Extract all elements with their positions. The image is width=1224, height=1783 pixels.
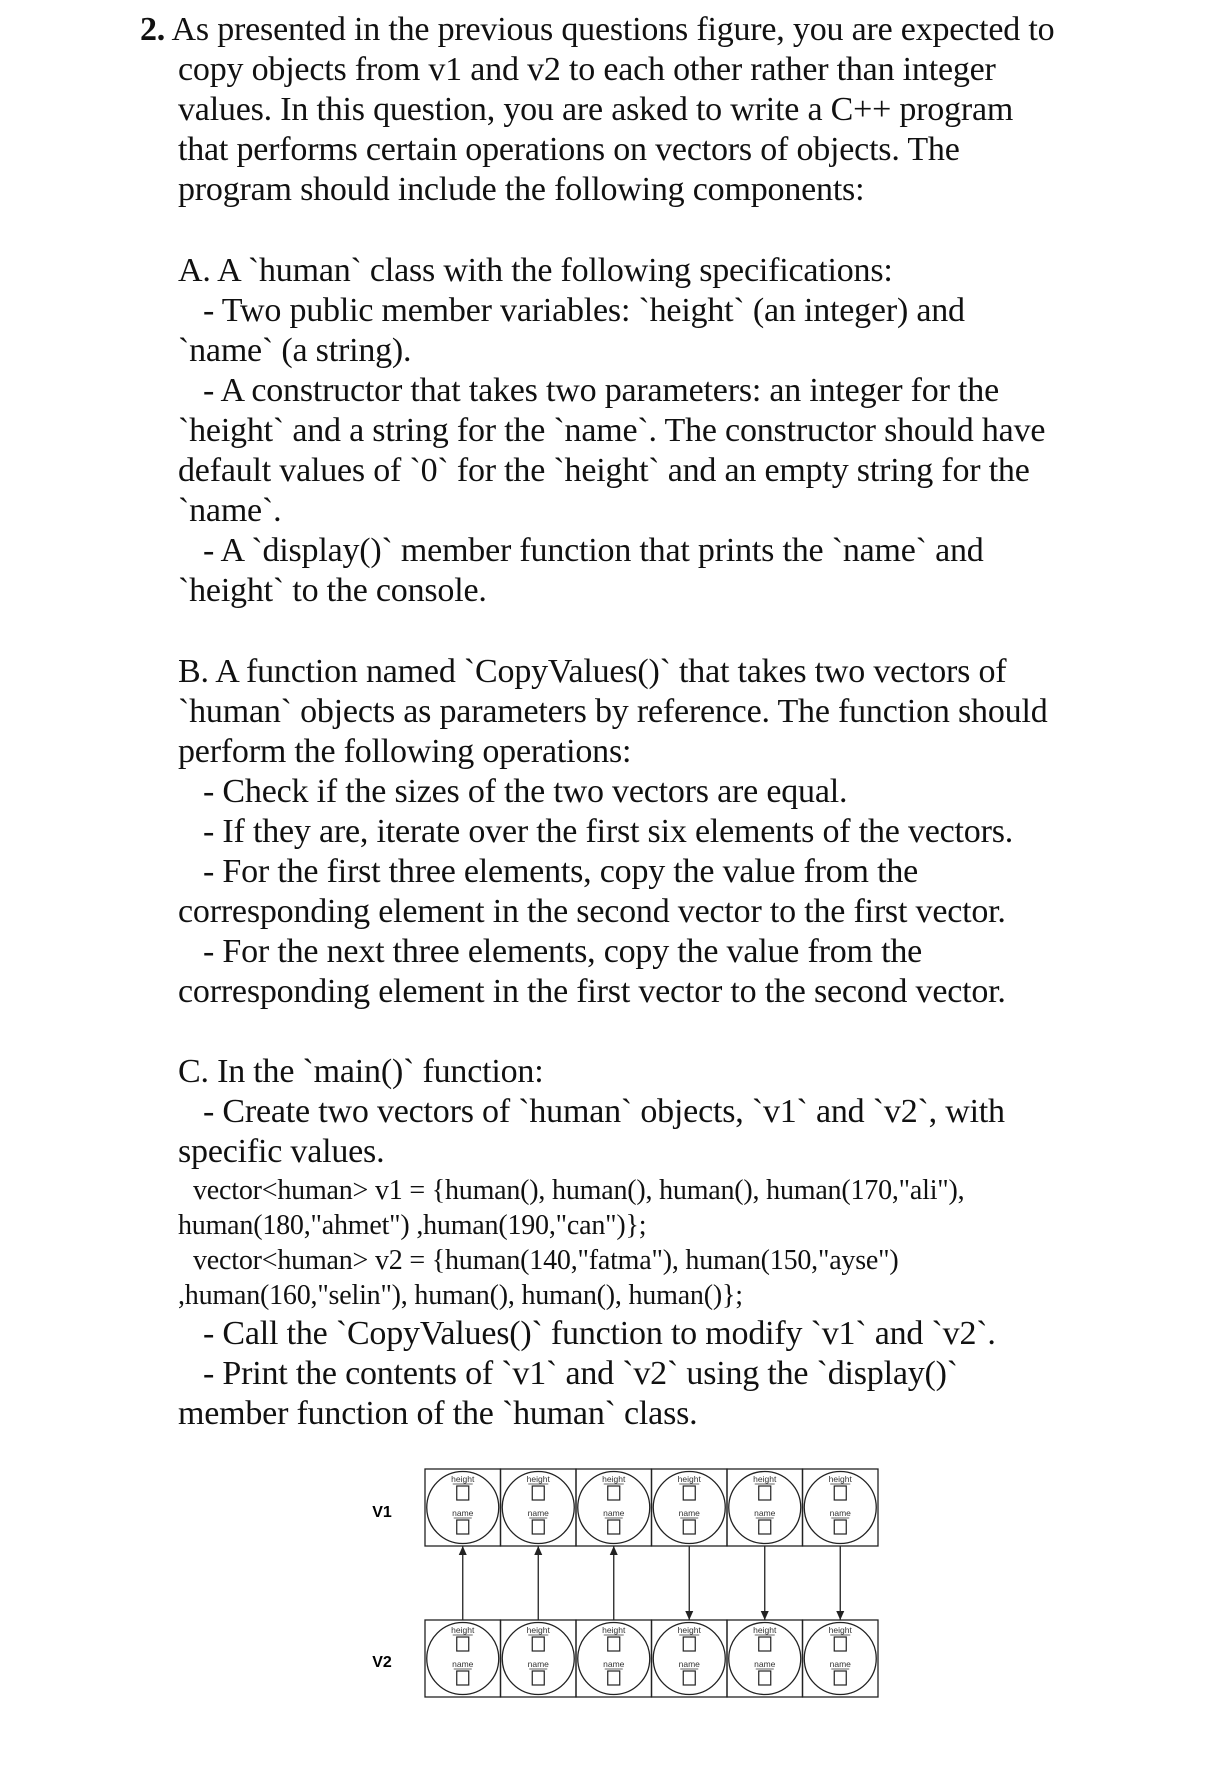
arrow-down [761,1546,769,1620]
vector-cell [501,1469,577,1546]
height-field-box [683,1486,695,1500]
name-label: name [829,1508,851,1518]
name-field-box [608,1671,620,1685]
section-c-line: member function of the `human` class. [178,1395,698,1432]
name-label: name [678,1508,700,1518]
question-line: values. In this question, you are asked to write a C++ program [178,91,1014,128]
name-field-box [683,1520,695,1534]
question-line-1: 2. As presented in the previous questions figure, you are expected to [140,11,1055,48]
code-line: human(180,"ahmet") ,human(190,"can")}; [178,1210,647,1241]
arrow-head [459,1546,467,1555]
section-b-line: corresponding element in the first vector to the second vector. [178,973,1006,1010]
height-field-box [608,1486,620,1500]
name-field-box [457,1520,469,1534]
row-label-v2: V2 [372,1654,392,1671]
vector-cell [576,1469,652,1546]
name-field-box [683,1671,695,1685]
name-label: name [603,1508,625,1518]
section-c-line: - Call the `CopyValues()` function to modify `v1` and `v2`. [203,1315,996,1352]
section-a-line: - Two public member variables: `height` (an integer) and [203,292,965,329]
name-label: name [754,1508,776,1518]
name-label: name [603,1659,625,1669]
section-a-line: - A constructor that takes two parameters: an integer for the [203,372,999,409]
name-field-box [532,1520,544,1534]
vector-cell [425,1620,501,1697]
height-field-box [608,1637,620,1651]
height-label: height [753,1474,777,1484]
section-a-line: `height` to the console. [178,572,487,609]
vector-cell [576,1620,652,1697]
section-b-line: `human` objects as parameters by reference. The function should [178,693,1048,730]
code-line: ,human(160,"selin"), human(), human(), human()}; [178,1280,743,1311]
name-label: name [527,1659,549,1669]
name-field-box [532,1671,544,1685]
section-c-line: - Create two vectors of `human` objects, `v1` and `v2`, with [203,1093,1005,1130]
name-field-box [834,1520,846,1534]
height-label: height [602,1474,626,1484]
height-field-box [759,1637,771,1651]
arrow-head [610,1546,618,1555]
vector-cell [803,1620,879,1697]
height-label: height [526,1625,550,1635]
height-field-box [683,1637,695,1651]
vector-cell [501,1620,577,1697]
name-label: name [452,1659,474,1669]
vector-cell [425,1469,501,1546]
name-field-box [759,1520,771,1534]
section-b-line: perform the following operations: [178,733,632,770]
arrows-layer [459,1546,845,1620]
section-c-line: - Print the contents of `v1` and `v2` using the `display()` [203,1355,958,1392]
vector-row-v2 [425,1620,878,1697]
height-label: height [753,1625,777,1635]
arrow-head [836,1611,844,1620]
code-line: vector<human> v2 = {human(140,"fatma"), human(150,"ayse") [193,1245,899,1276]
section-a-line: `height` and a string for the `name`. The constructor should have [178,412,1046,449]
height-label: height [451,1474,475,1484]
section-b-line: - Check if the sizes of the two vectors are equal. [203,773,848,810]
vector-cell [727,1620,803,1697]
section-b-line: corresponding element in the second vector to the first vector. [178,893,1006,930]
section-a-line: - A `display()` member function that prints the `name` and [203,532,984,569]
height-field-box [759,1486,771,1500]
question-number: 2. [140,11,166,48]
height-field-box [834,1637,846,1651]
height-label: height [677,1474,701,1484]
name-field-box [608,1520,620,1534]
name-label: name [754,1659,776,1669]
section-c-heading: C. In the `main()` function: [178,1053,544,1090]
name-label: name [527,1508,549,1518]
arrow-up [459,1546,467,1620]
name-field-box [834,1671,846,1685]
row-label-v1: V1 [372,1504,392,1521]
name-label: name [678,1659,700,1669]
height-field-box [457,1486,469,1500]
height-label: height [828,1474,852,1484]
height-field-box [532,1486,544,1500]
section-b-line: - If they are, iterate over the first six elements of the vectors. [203,813,1014,850]
question-line: program should include the following components: [178,171,865,208]
height-label: height [602,1625,626,1635]
cells-layer [425,1469,878,1697]
section-a-heading: A. A `human` class with the following specifications: [178,252,893,289]
height-label: height [677,1625,701,1635]
vector-cell [652,1620,728,1697]
vector-cell [652,1469,728,1546]
arrow-down [836,1546,844,1620]
height-label: height [451,1625,475,1635]
vector-row-v1 [425,1469,878,1546]
name-label: name [452,1508,474,1518]
section-c-line: specific values. [178,1133,385,1170]
arrow-head [685,1611,693,1620]
vector-cell [803,1469,879,1546]
question-line: that performs certain operations on vectors of objects. The [178,131,960,168]
arrow-up [610,1546,618,1620]
section-b-line: - For the next three elements, copy the value from the [203,933,923,970]
section-b-line: - For the first three elements, copy the value from the [203,853,919,890]
question-line: copy objects from v1 and v2 to each other rather than integer [178,51,996,88]
section-a-line: `name`. [178,492,282,529]
section-b-heading: B. A function named `CopyValues()` that takes two vectors of [178,653,1007,690]
name-label: name [829,1659,851,1669]
name-field-box [759,1671,771,1685]
code-line: vector<human> v1 = {human(), human(), human(), human(170,"ali"), [193,1175,965,1206]
height-field-box [457,1637,469,1651]
name-field-box [457,1671,469,1685]
arrow-up [534,1546,542,1620]
vector-cell [727,1469,803,1546]
section-a-line: `name` (a string). [178,332,412,369]
height-label: height [828,1625,852,1635]
height-field-box [834,1486,846,1500]
height-label: height [526,1474,550,1484]
arrow-head [761,1611,769,1620]
height-field-box [532,1637,544,1651]
arrow-head [534,1546,542,1555]
arrow-down [685,1546,693,1620]
section-a-line: default values of `0` for the `height` and an empty string for the [178,452,1030,489]
